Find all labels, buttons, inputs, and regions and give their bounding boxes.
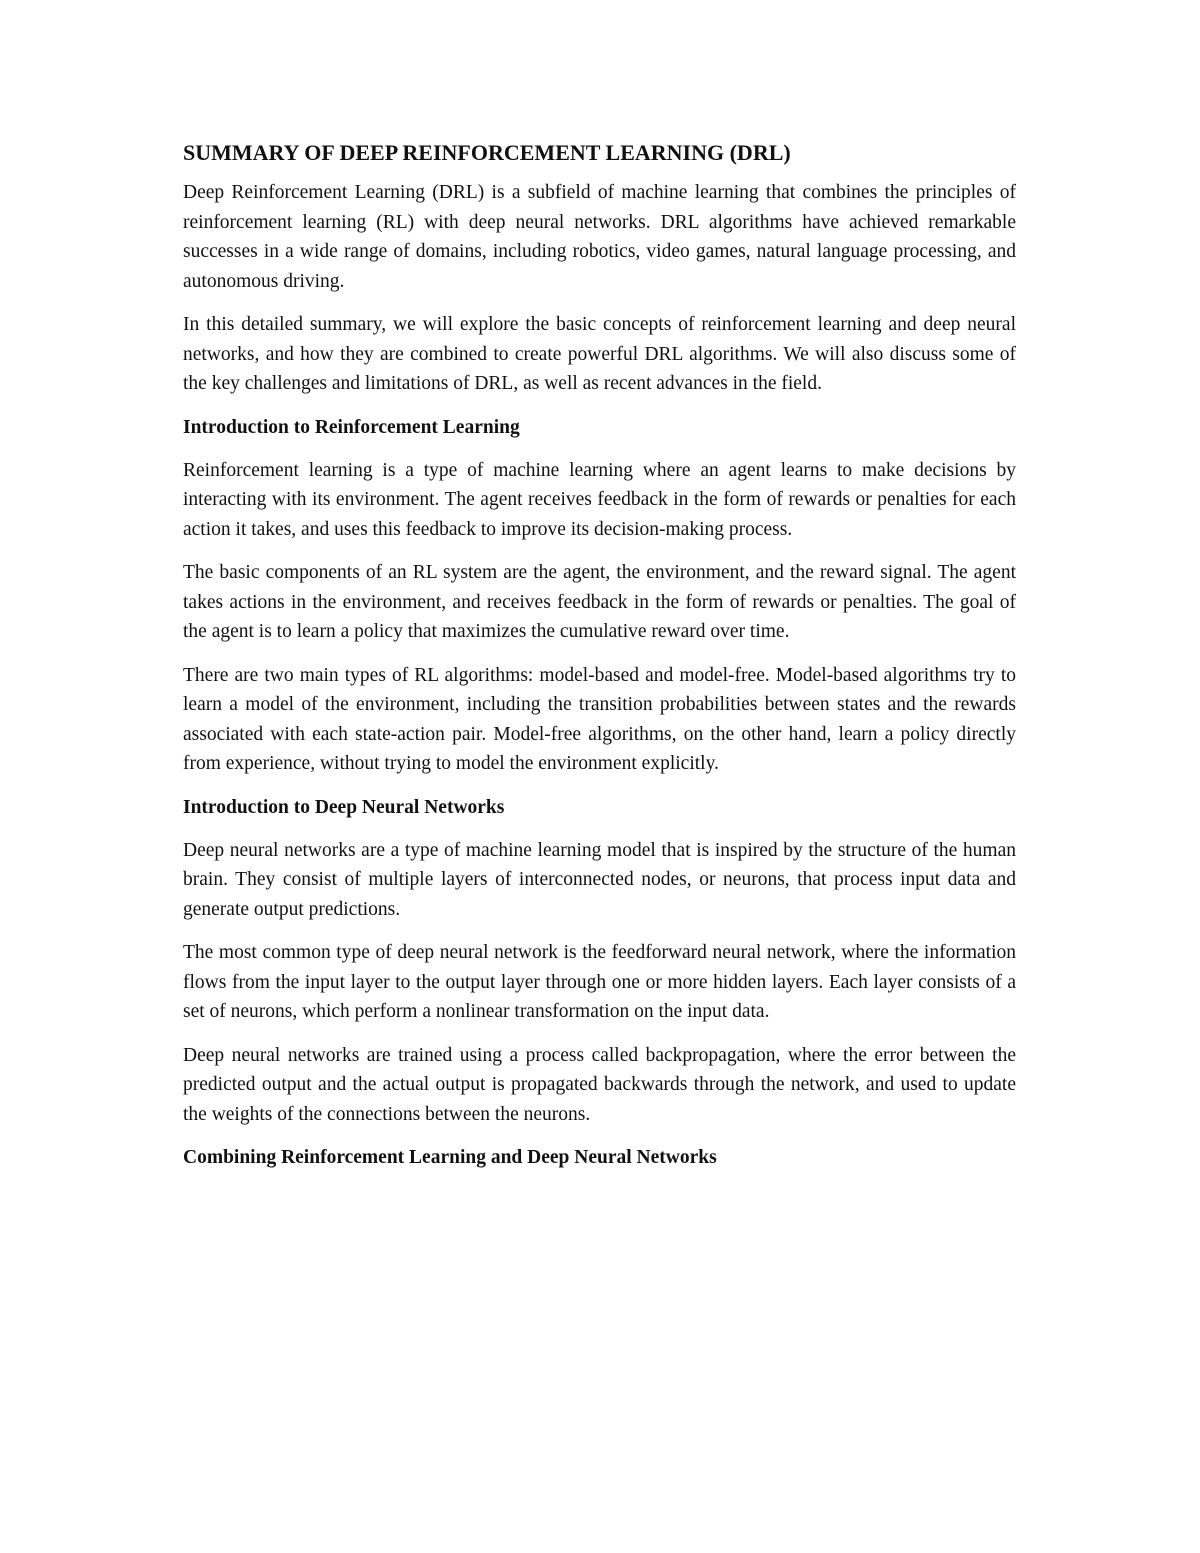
paragraph-summary-overview: In this detailed summary, we will explore the basic concepts of reinforcement learning and deep neural networks, and how they are combined to create powerful DRL algorithms. We will also discuss some of the key challenges and limitations of DRL, as well as recent advances in the field. <box>183 314 1016 394</box>
document-page <box>183 130 1016 1186</box>
paragraph-dnn-backpropagation: Deep neural networks are trained using a process called backpropagation, where the error between the predicted output and the actual output is propagated backwards through the network, and used to update the weights of the connections between the neurons. <box>183 1044 1016 1125</box>
paragraph-rl-algorithm-types: There are two main types of RL algorithms: model-based and model-free. Model-based algorithms try to learn a model of the environment, including the transition probabilities between states and the rewards associated with each state-action pair. Model-free algorithms, on the other hand, learn a policy directly from experience, without trying to model the environment explicitly. <box>183 664 1016 774</box>
heading-intro-dnn: Introduction to Deep Neural Networks <box>183 796 505 818</box>
heading-combining-rl-dnn: Combining Reinforcement Learning and Deep Neural Networks <box>183 1147 717 1168</box>
heading-intro-rl: Introduction to Reinforcement Learning <box>183 416 520 438</box>
document-title: SUMMARY OF DEEP REINFORCEMENT LEARNING (DRL) <box>183 140 791 165</box>
paragraph-dnn-feedforward: The most common type of deep neural network is the feedforward neural network, where the information flows from the input layer to the output layer through one or more hidden layers. Each layer consists of a set of neurons, which perform a nonlinear transformation on the input data. <box>183 942 1016 1022</box>
paragraph-drl-intro: Deep Reinforcement Learning (DRL) is a subfield of machine learning that combines the principles of reinforcement learning (RL) with deep neural networks. DRL algorithms have achieved remarkable successes in a wide range of domains, including robotics, video games, natural language processing, and autonomous driving. <box>183 182 1016 292</box>
paragraph-rl-definition: Reinforcement learning is a type of machine learning where an agent learns to make decisions by interacting with its environment. The agent receives feedback in the form of rewards or penalties for each action it takes, and uses this feedback to improve its decision-making process. <box>183 459 1016 540</box>
paragraph-rl-components: The basic components of an RL system are the agent, the environment, and the reward signal. The agent takes actions in the environment, and receives feedback in the form of rewards or penalties. The goal of the agent is to learn a policy that maximizes the cumulative reward over time. <box>183 562 1016 642</box>
paragraph-dnn-definition: Deep neural networks are a type of machine learning model that is inspired by the structure of the human brain. They consist of multiple layers of interconnected nodes, or neurons, that process input data and generate output predictions. <box>183 839 1016 920</box>
